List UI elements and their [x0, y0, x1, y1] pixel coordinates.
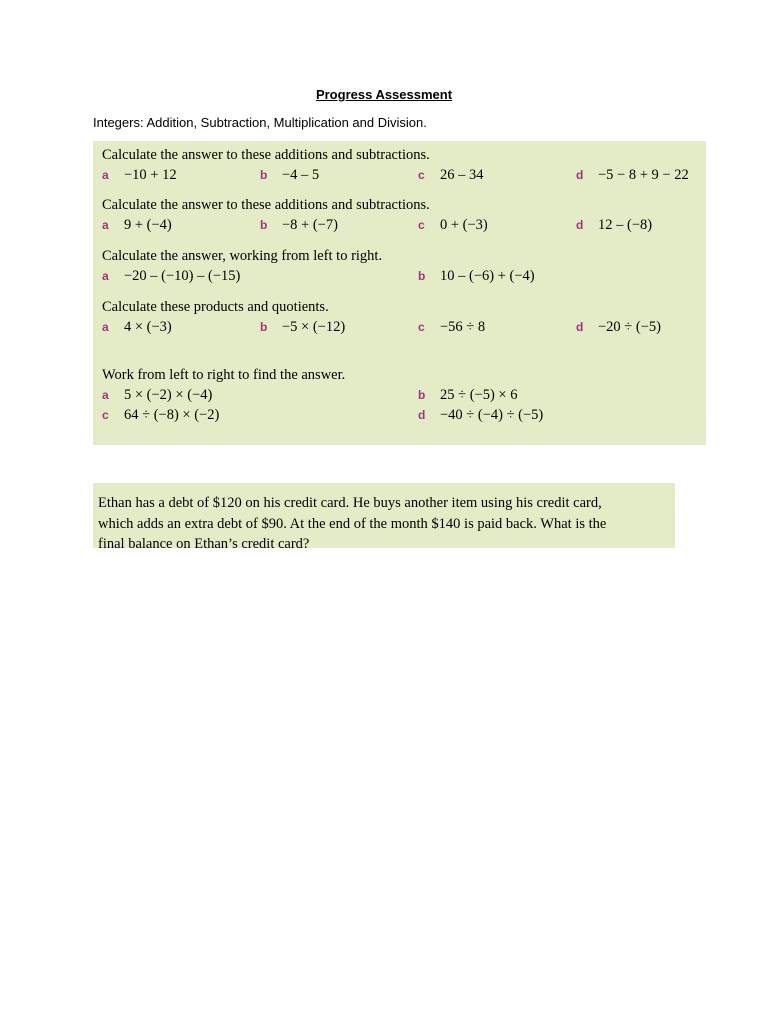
- q3-item-b: [418, 268, 535, 285]
- q5-instruction: Work from left to right to find the answer.: [102, 367, 346, 383]
- word-problem-text: [98, 493, 673, 555]
- item-expression: −20 ÷ (−5): [598, 319, 661, 335]
- item-expression: 9 + (−4): [124, 217, 172, 233]
- item-label: b: [260, 218, 268, 232]
- item-label: d: [576, 320, 584, 334]
- item-expression: 64 ÷ (−8) × (−2): [124, 407, 220, 423]
- item-label: b: [260, 168, 268, 182]
- q4-item-d: [576, 319, 661, 336]
- q1-item-b: [260, 167, 319, 184]
- q3-instruction: Calculate the answer, working from left to right.: [102, 248, 383, 264]
- q4-item-c: [418, 319, 485, 336]
- exercise-box: [93, 141, 706, 445]
- item-expression: 0 + (−3): [440, 217, 488, 233]
- item-label: a: [102, 269, 109, 283]
- q2-instruction: Calculate the answer to these additions and subtractions.: [102, 197, 430, 213]
- q5-item-a: [102, 387, 212, 404]
- item-expression: −8 + (−7): [282, 217, 338, 233]
- item-expression: −40 ÷ (−4) ÷ (−5): [440, 407, 544, 423]
- q1-item-d: [576, 167, 689, 184]
- page-title: Progress Assessment: [315, 87, 453, 102]
- page-subtitle: Integers: Addition, Subtraction, Multiplication and Division.: [93, 115, 427, 130]
- item-label: d: [576, 218, 584, 232]
- item-label: d: [418, 408, 426, 422]
- item-label: c: [418, 168, 425, 182]
- q1-item-c: [418, 167, 484, 184]
- item-label: d: [576, 168, 584, 182]
- word-problem-box: [93, 483, 675, 552]
- word-problem-line: Ethan has a debt of $120 on his credit card. He buys another item using his credit card,: [98, 495, 602, 511]
- item-label: b: [418, 388, 426, 402]
- item-label: b: [418, 269, 426, 283]
- item-expression: −4 – 5: [282, 167, 320, 183]
- item-expression: −56 ÷ 8: [440, 319, 486, 335]
- item-expression: −10 + 12: [124, 167, 177, 183]
- q4-item-a: [102, 319, 172, 336]
- q2-item-d: [576, 217, 652, 234]
- q1-item-a: [102, 167, 177, 184]
- q2-item-b: [260, 217, 338, 234]
- q2-item-a: [102, 217, 172, 234]
- q1-instruction: Calculate the answer to these additions and subtractions.: [102, 147, 430, 163]
- item-label: a: [102, 218, 109, 232]
- item-expression: −5 − 8 + 9 − 22: [598, 167, 689, 183]
- item-expression: 12 – (−8): [598, 217, 653, 233]
- q4-instruction: Calculate these products and quotients.: [102, 299, 329, 315]
- item-expression: 25 ÷ (−5) × 6: [440, 387, 518, 403]
- item-label: c: [418, 218, 425, 232]
- q4-item-b: [260, 319, 345, 336]
- item-label: c: [418, 320, 425, 334]
- word-problem-line: which adds an extra debt of $90. At the end of the month $140 is paid back. What is the: [98, 515, 607, 532]
- q5-item-c: [102, 407, 219, 424]
- item-expression: 26 – 34: [440, 167, 484, 183]
- item-expression: 10 – (−6) + (−4): [440, 268, 535, 284]
- item-label: a: [102, 388, 109, 402]
- item-expression: 4 × (−3): [124, 319, 172, 335]
- q2-item-c: [418, 217, 488, 234]
- item-label: a: [102, 168, 109, 182]
- item-label: b: [260, 320, 268, 334]
- word-problem-line: final balance on Ethan’s credit card?: [98, 536, 310, 552]
- q3-item-a: [102, 268, 240, 285]
- item-label: c: [102, 408, 109, 422]
- q5-item-b: [418, 387, 517, 404]
- item-expression: 5 × (−2) × (−4): [124, 387, 213, 403]
- item-expression: −5 × (−12): [282, 319, 346, 335]
- q5-item-d: [418, 407, 543, 424]
- item-label: a: [102, 320, 109, 334]
- item-expression: −20 – (−10) – (−15): [124, 268, 241, 284]
